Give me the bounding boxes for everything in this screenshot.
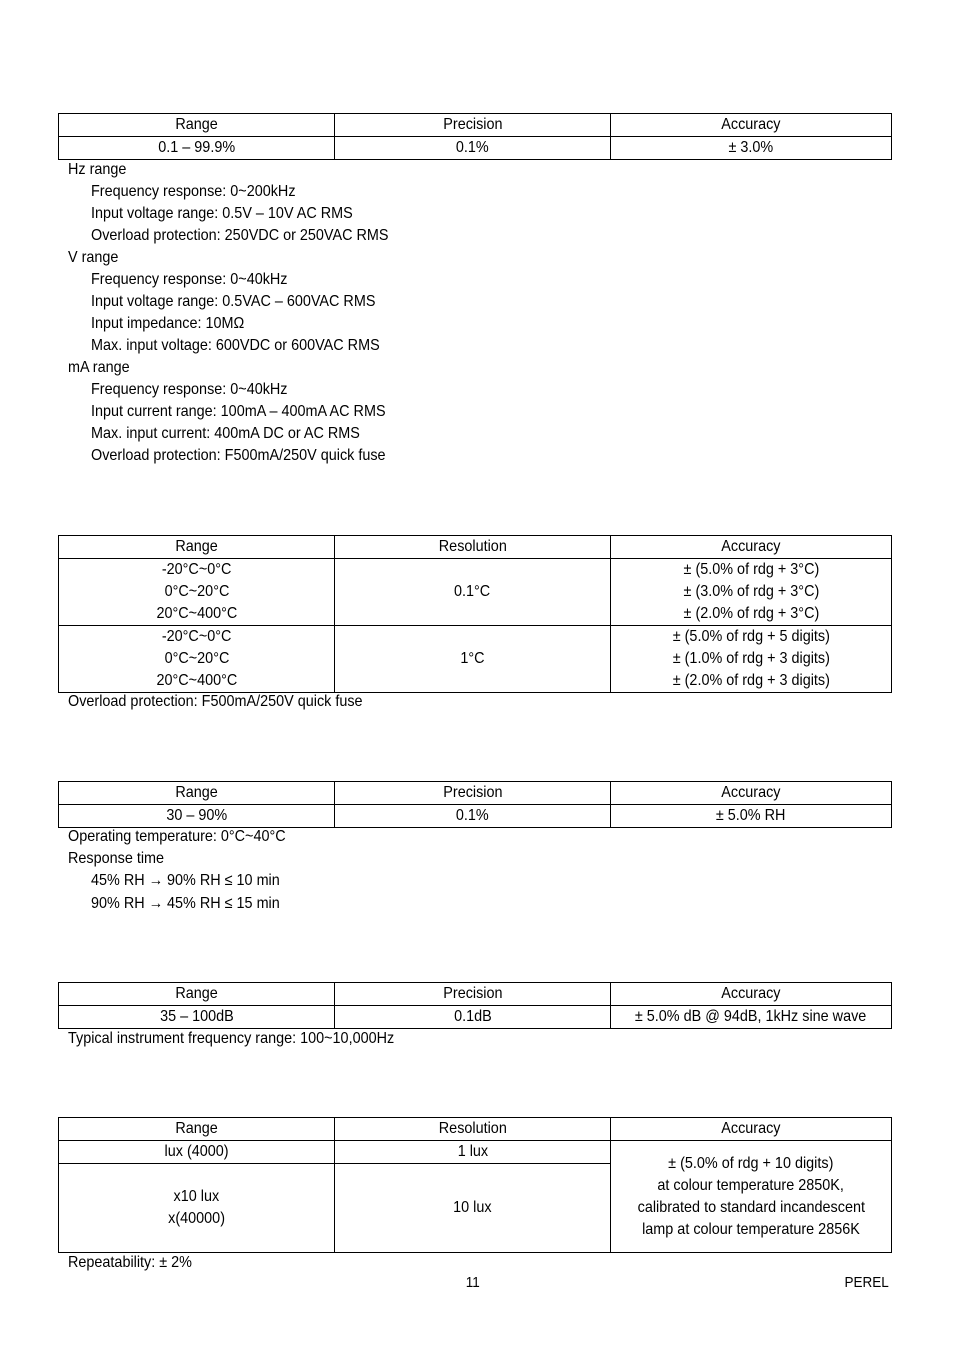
light-note: Repeatability: ± 2% [68,1254,192,1271]
table-row [59,805,892,828]
cell-accuracy: ± (1.0% of rdg + 3 digits) [672,650,830,667]
table-header-row [59,782,892,805]
table-header-row [59,536,892,559]
cell-range: lux (4000) [164,1143,229,1160]
cell-range: 0.1 – 99.9% [158,139,235,156]
table-row [59,559,892,626]
table-row [59,626,892,693]
cell-precision: 0.1dB [453,1008,492,1025]
sound-level-table [58,982,892,1029]
cell-range: x10 lux [173,1188,220,1205]
cell-range: x(40000) [168,1210,225,1227]
cell-range: 30 – 90% [166,807,227,824]
sound-note: Typical instrument frequency range: 100~10,000Hz [68,1030,395,1047]
header-accuracy: Accuracy [721,1120,781,1137]
cell-resolution: 1 lux [457,1143,488,1160]
cell-precision: 0.1% [456,807,489,824]
header-resolution: Resolution [438,538,507,555]
light-table [58,1117,892,1253]
cell-range: 35 – 100dB [159,1008,234,1025]
brand-name: PEREL [844,1274,889,1291]
header-range: Range [175,538,218,555]
cell-range: -20°C~0°C [161,561,232,578]
list-item: Overload protection: F500mA/250V quick fuse [91,447,386,464]
cell-resolution: 10 lux [453,1199,492,1216]
header-precision: Precision [442,784,503,801]
temperature-table [58,535,892,693]
header-accuracy: Accuracy [721,985,781,1002]
table-header-row [59,1118,892,1141]
list-item: Max. input voltage: 600VDC or 600VAC RMS [91,337,380,354]
table-header-row [59,983,892,1006]
list-item: Frequency response: 0~40kHz [91,271,288,288]
list-item: Input voltage range: 0.5VAC – 600VAC RMS [91,293,376,310]
header-precision: Precision [442,985,503,1002]
header-range: Range [175,116,218,133]
cell-accuracy: calibrated to standard incandescent [637,1198,865,1216]
cell-accuracy: lamp at colour temperature 2856K [642,1220,860,1238]
header-accuracy: Accuracy [721,784,781,801]
header-range: Range [175,985,218,1002]
cell-accuracy: ± (5.0% of rdg + 3°C) [683,561,819,578]
list-item: Max. input current: 400mA DC or AC RMS [91,425,360,442]
table-row [59,1141,892,1164]
response-time-heading: Response time [68,850,165,867]
cell-accuracy: ± 5.0% dB @ 94dB, 1kHz sine wave [635,1008,867,1025]
duty-cycle-table [58,113,892,160]
cell-accuracy: ± (5.0% of rdg + 5 digits) [672,628,830,645]
header-resolution: Resolution [438,1120,507,1137]
header-accuracy: Accuracy [721,116,781,133]
list-item: Input current range: 100mA – 400mA AC RMS [91,403,386,420]
list-item: Input voltage range: 0.5V – 10V AC RMS [91,205,353,222]
list-item: 45% RH → 90% RH ≤ 10 min [91,872,280,889]
cell-resolution: 1°C [460,650,485,667]
list-item: Input impedance: 10MΩ [91,315,245,332]
cell-precision: 0.1% [456,139,489,156]
cell-range: 20°C~400°C [156,672,237,689]
cell-accuracy: ± (2.0% of rdg + 3°C) [683,605,819,622]
header-accuracy: Accuracy [721,538,781,555]
list-item: Frequency response: 0~200kHz [91,183,296,200]
hz-range-heading: Hz range [68,161,127,178]
cell-range: 0°C~20°C [164,650,229,667]
cell-accuracy: ± (5.0% of rdg + 10 digits) [668,1154,834,1172]
humidity-table [58,781,892,828]
page-number: 11 [465,1274,480,1291]
list-item: Frequency response: 0~40kHz [91,381,288,398]
cell-range: 20°C~400°C [156,605,237,622]
list-item: Overload protection: 250VDC or 250VAC RMS [91,227,389,244]
cell-range: 0°C~20°C [164,583,229,600]
cell-accuracy: ± 3.0% [728,139,774,156]
table-header-row [59,114,892,137]
cell-range: -20°C~0°C [161,628,232,645]
cell-accuracy: ± 5.0% RH [716,807,786,824]
table-row [59,1006,892,1029]
header-precision: Precision [442,116,503,133]
cell-resolution: 0.1°C [454,583,491,600]
cell-accuracy: at colour temperature 2850K, [657,1176,845,1194]
ma-range-heading: mA range [68,359,130,376]
cell-accuracy: ± (3.0% of rdg + 3°C) [683,583,819,600]
cell-accuracy: ± (2.0% of rdg + 3 digits) [672,672,830,689]
header-range: Range [175,1120,218,1137]
header-range: Range [175,784,218,801]
humidity-note: Operating temperature: 0°C~40°C [68,828,286,845]
v-range-heading: V range [68,249,119,266]
list-item: 90% RH → 45% RH ≤ 15 min [91,895,280,912]
table-row [59,137,892,160]
temperature-note: Overload protection: F500mA/250V quick fuse [68,693,363,710]
